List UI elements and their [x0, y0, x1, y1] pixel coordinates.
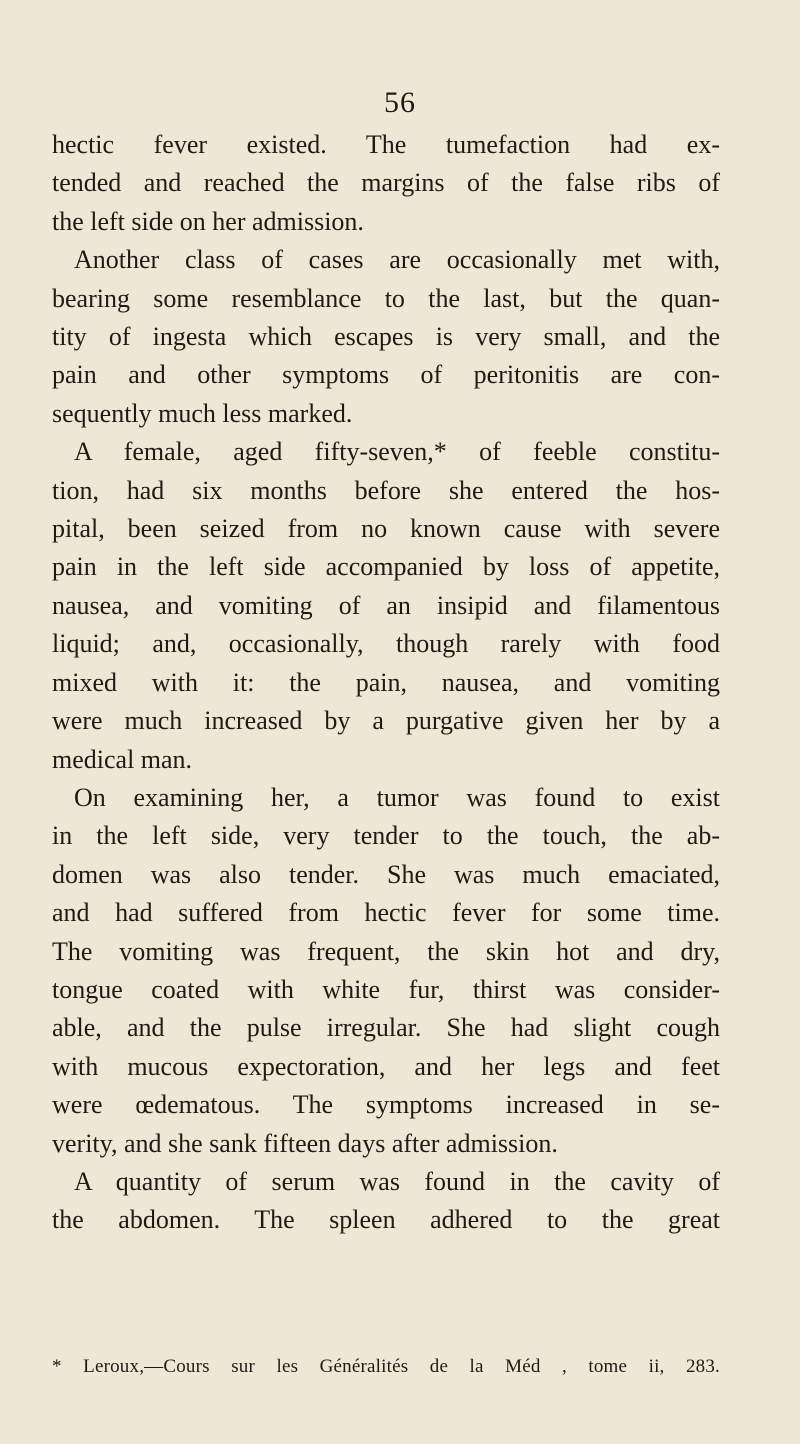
text-line: and had suffered from hectic fever for some time. [52, 898, 720, 928]
text-line: sequently much less marked. [52, 398, 353, 428]
text-line: liquid; and, occasionally, though rarely with food [52, 629, 720, 659]
text-line: the abdomen. The spleen adhered to the great [52, 1205, 720, 1235]
text-line: nausea, and vomiting of an insipid and filamentous [52, 590, 720, 620]
text-line: pain in the left side accompanied by loss of appetite, [52, 552, 720, 582]
text-line: medical man. [52, 744, 193, 774]
text-line: A quantity of serum was found in the cavity of [74, 1166, 720, 1196]
text-line: the left side on her admission. [52, 206, 364, 236]
text-line: A female, aged fifty-seven,* of feeble constitu- [74, 437, 720, 467]
text-line: able, and the pulse irregular. She had slight cough [52, 1013, 720, 1043]
text-line: tion, had six months before she entered the hos- [52, 475, 720, 505]
text-line: were much increased by a purgative given her by a [52, 706, 720, 736]
text-line: hectic fever existed. The tumefaction had ex- [52, 130, 720, 159]
text-line: On examining her, a tumor was found to exist [74, 782, 720, 812]
page-number: 56 [384, 86, 416, 119]
text-line: tongue coated with white fur, thirst was consider- [52, 974, 720, 1004]
footnote: * Leroux,—Cours sur les Généralités de la Méd , tome ii, 283. [52, 1356, 720, 1377]
text-line: tity of ingesta which escapes is very small, and the [52, 322, 720, 352]
text-line: pain and other symptoms of peritonitis are con- [52, 360, 720, 390]
text-line: pital, been seized from no known cause with severe [52, 514, 720, 544]
text-line: with mucous expectoration, and her legs and feet [52, 1051, 720, 1081]
text-line: The vomiting was frequent, the skin hot and dry, [52, 936, 720, 966]
text-line: verity, and she sank fifteen days after admission. [52, 1128, 558, 1158]
text-line: bearing some resemblance to the last, but the quan- [52, 283, 720, 313]
body-text [52, 126, 720, 1240]
text-line: Another class of cases are occasionally met with, [74, 245, 720, 275]
text-line: mixed with it: the pain, nausea, and vomiting [52, 667, 720, 697]
text-line: were œdematous. The symptoms increased in se- [52, 1090, 720, 1120]
text-line: in the left side, very tender to the touch, the ab- [52, 821, 720, 851]
text-line: tended and reached the margins of the false ribs of [52, 168, 720, 198]
text-line: domen was also tender. She was much emaciated, [52, 859, 720, 889]
